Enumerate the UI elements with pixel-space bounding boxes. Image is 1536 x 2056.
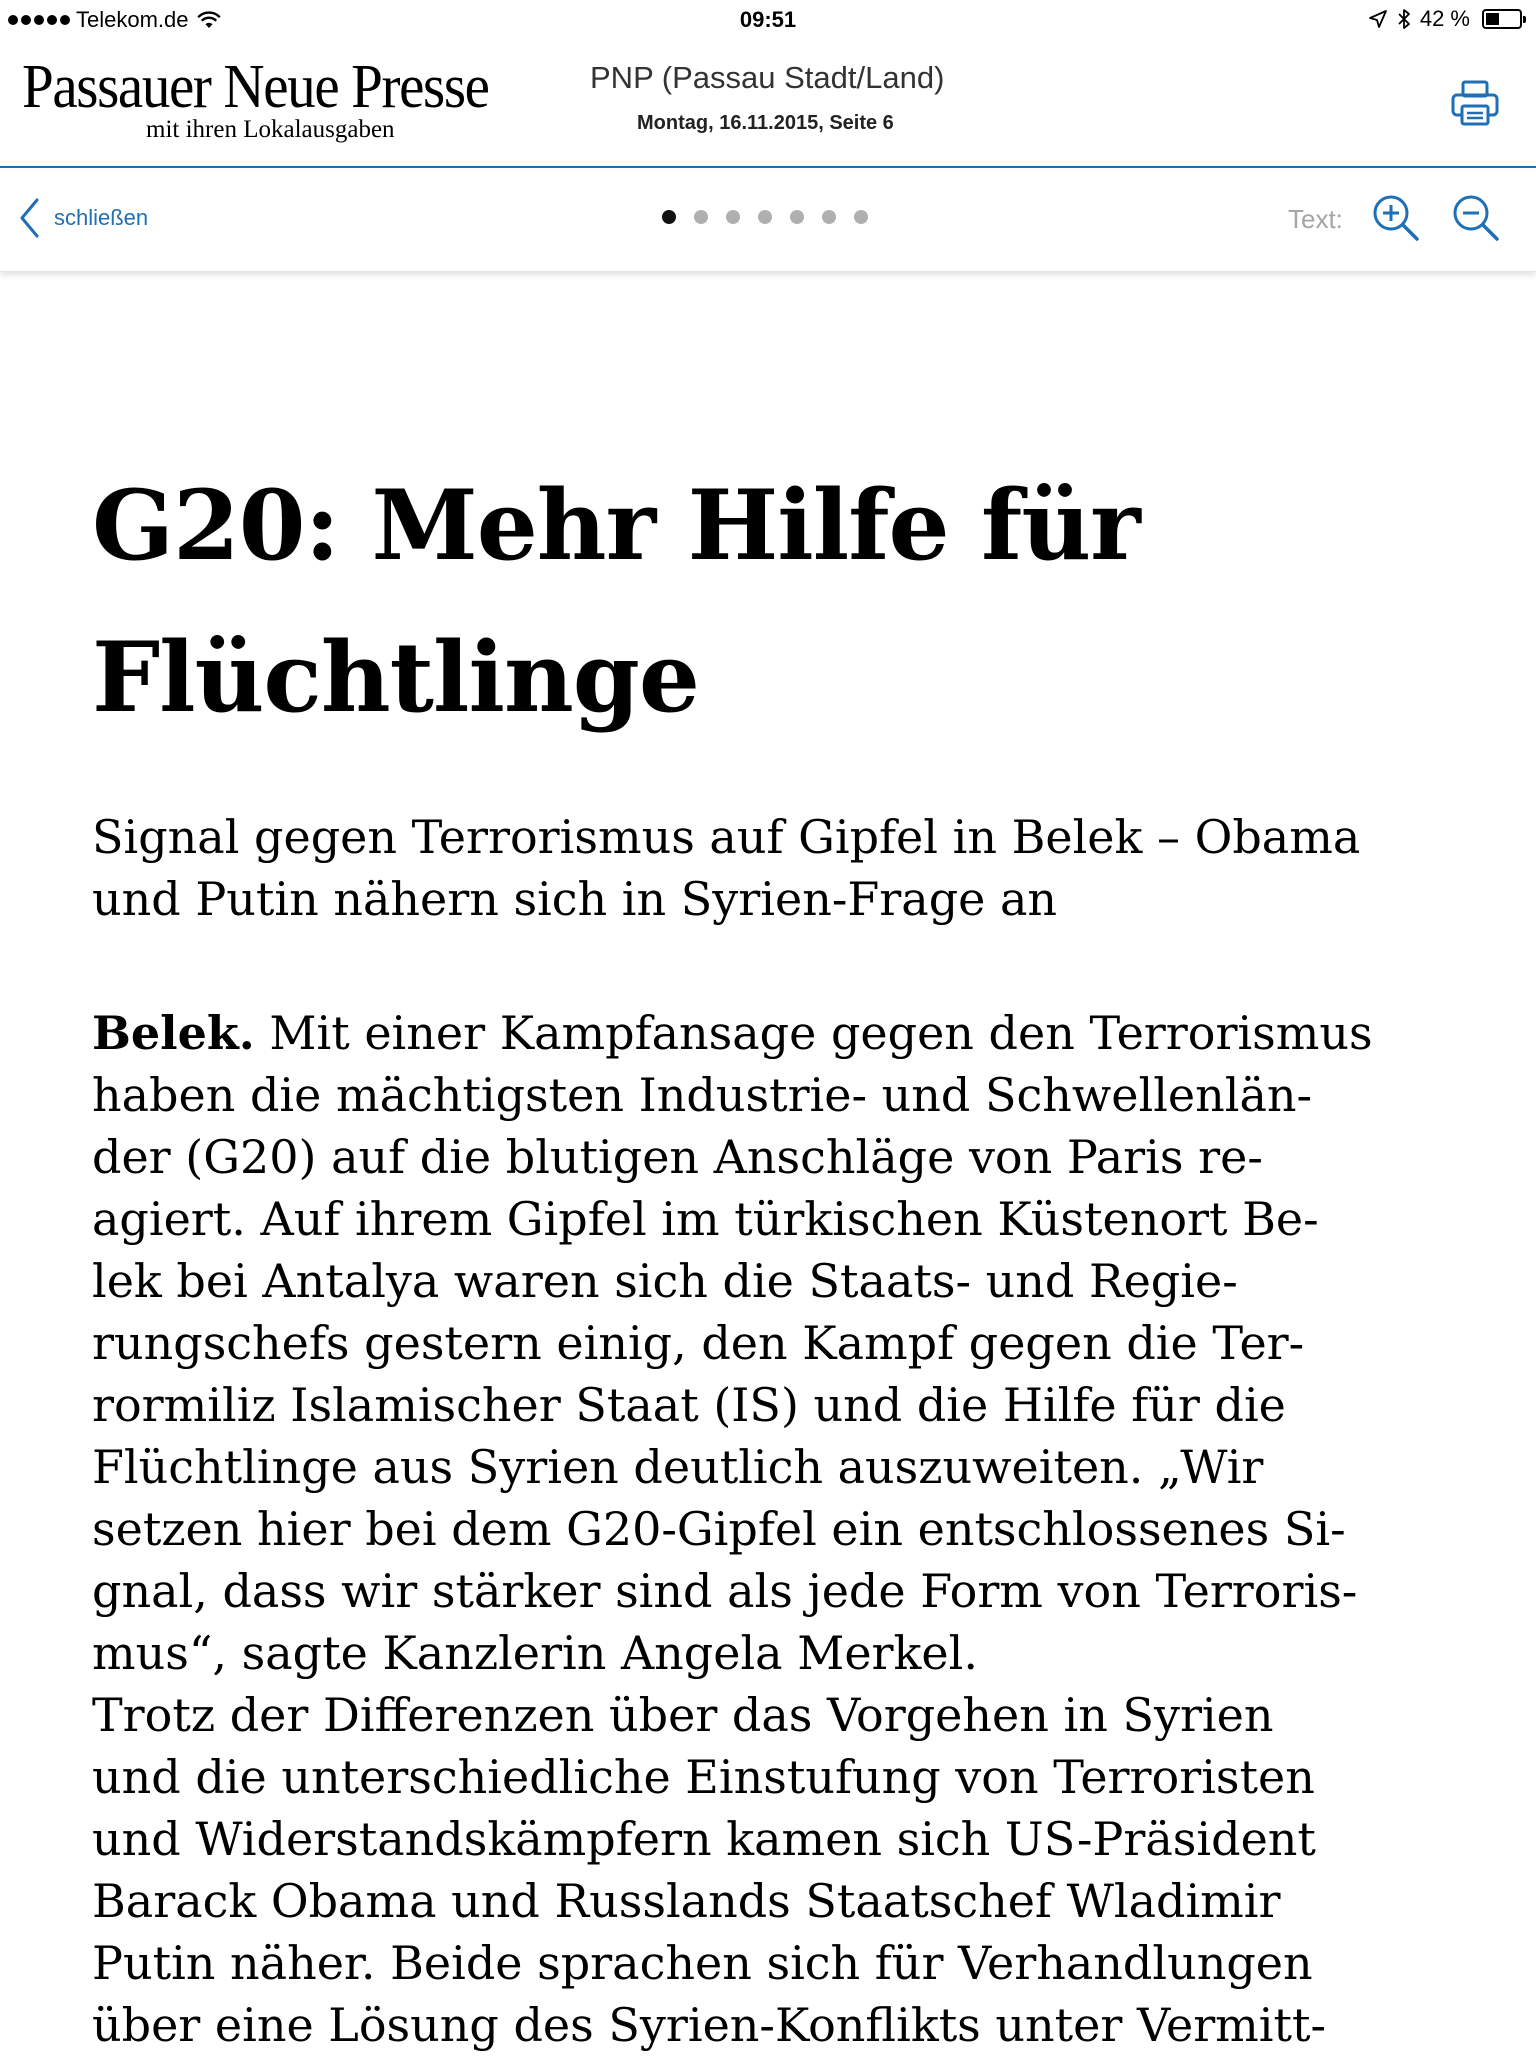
body-line: Trotz der Differenzen über das Vorgehen in Syrien	[92, 1688, 1274, 1742]
article	[92, 450, 1472, 2056]
body-line: lek bei Antalya waren sich die Staats- und Regie-	[92, 1254, 1238, 1308]
body-line: Putin näher. Beide sprachen sich für Verhandlungen	[92, 1936, 1313, 1990]
page-dot[interactable]	[822, 210, 836, 224]
body-line: und die unterschiedliche Einstufung von Terroristen	[92, 1750, 1315, 1804]
body-line: über eine Lösung des Syrien-Konflikts unter Vermitt-	[92, 1998, 1327, 2052]
article-toolbar	[0, 170, 1536, 272]
page-dot[interactable]	[726, 210, 740, 224]
body-line: setzen hier bei dem G20-Gipfel ein entschlossenes Si-	[92, 1502, 1346, 1556]
body-line-text: Mit einer Kampfansage gegen den Terrorismus	[254, 1006, 1373, 1060]
printer-icon[interactable]	[1448, 76, 1502, 130]
battery-level	[1486, 13, 1499, 25]
status-right	[1368, 6, 1522, 32]
location-arrow-icon	[1368, 9, 1388, 29]
body-line: rungschefs gestern einig, den Kampf gegen die Ter-	[92, 1316, 1305, 1370]
carrier-name: Telekom.de	[76, 7, 189, 32]
battery-percent: 42 %	[1419, 6, 1470, 31]
body-line: haben die mächtigsten Industrie- und Schwellenlän-	[92, 1068, 1313, 1122]
zoom-out-icon[interactable]	[1450, 192, 1502, 244]
newspaper-logo-subtitle: mit ihren Lokalausgaben	[146, 116, 395, 143]
body-line: und Widerstandskämpfern kamen sich US-Präsident	[92, 1812, 1316, 1866]
edition-name: PNP (Passau Stadt/Land)	[590, 60, 945, 95]
page-dot[interactable]	[662, 210, 676, 224]
headline-line: Flüchtlinge	[92, 621, 699, 734]
page-dot[interactable]	[790, 210, 804, 224]
body-line: mus“, sagte Kanzlerin Angela Merkel.	[92, 1626, 978, 1680]
article-dateline: Belek.	[92, 1006, 255, 1060]
page-dot[interactable]	[758, 210, 772, 224]
body-line: Barack Obama und Russlands Staatschef Wladimir	[92, 1874, 1281, 1928]
zoom-in-icon[interactable]	[1370, 192, 1422, 244]
body-line: agiert. Auf ihrem Gipfel im türkischen Küstenort Be-	[92, 1192, 1319, 1246]
bluetooth-icon	[1396, 8, 1412, 30]
article-subheadline: Signal gegen Terrorismus auf Gipfel in Belek – Obama und Putin nähern sich in Syrien-Frage an	[92, 810, 1361, 926]
battery-icon	[1482, 9, 1522, 29]
headline-line: G20: Mehr Hilfe für	[92, 469, 1140, 582]
chevron-left-icon	[18, 198, 40, 238]
page-indicator[interactable]	[662, 210, 868, 224]
close-button[interactable]	[18, 198, 148, 238]
status-time: 09:51	[739, 7, 797, 32]
body-line	[92, 1002, 1472, 1064]
body-line: der (G20) auf die blutigen Anschläge von Paris re-	[92, 1130, 1263, 1184]
page-dot[interactable]	[694, 210, 708, 224]
app-header	[0, 40, 1536, 168]
body-line: Flüchtlinge aus Syrien deutlich auszuweiten. „Wir	[92, 1440, 1264, 1494]
newspaper-logo-title: Passauer Neue Presse	[22, 53, 489, 121]
article-headline	[92, 450, 1472, 754]
text-size-label: Text:	[1288, 204, 1343, 234]
edition-date-page: Montag, 16.11.2015, Seite 6	[637, 112, 894, 134]
body-line: gnal, dass wir stärker sind als jede Form von Terroris-	[92, 1564, 1358, 1618]
article-body	[92, 1002, 1472, 2056]
close-label: schließen	[54, 205, 149, 230]
body-line: rormiliz Islamischer Staat (IS) und die Hilfe für die	[92, 1378, 1286, 1432]
page-dot[interactable]	[854, 210, 868, 224]
status-bar	[0, 0, 1536, 40]
